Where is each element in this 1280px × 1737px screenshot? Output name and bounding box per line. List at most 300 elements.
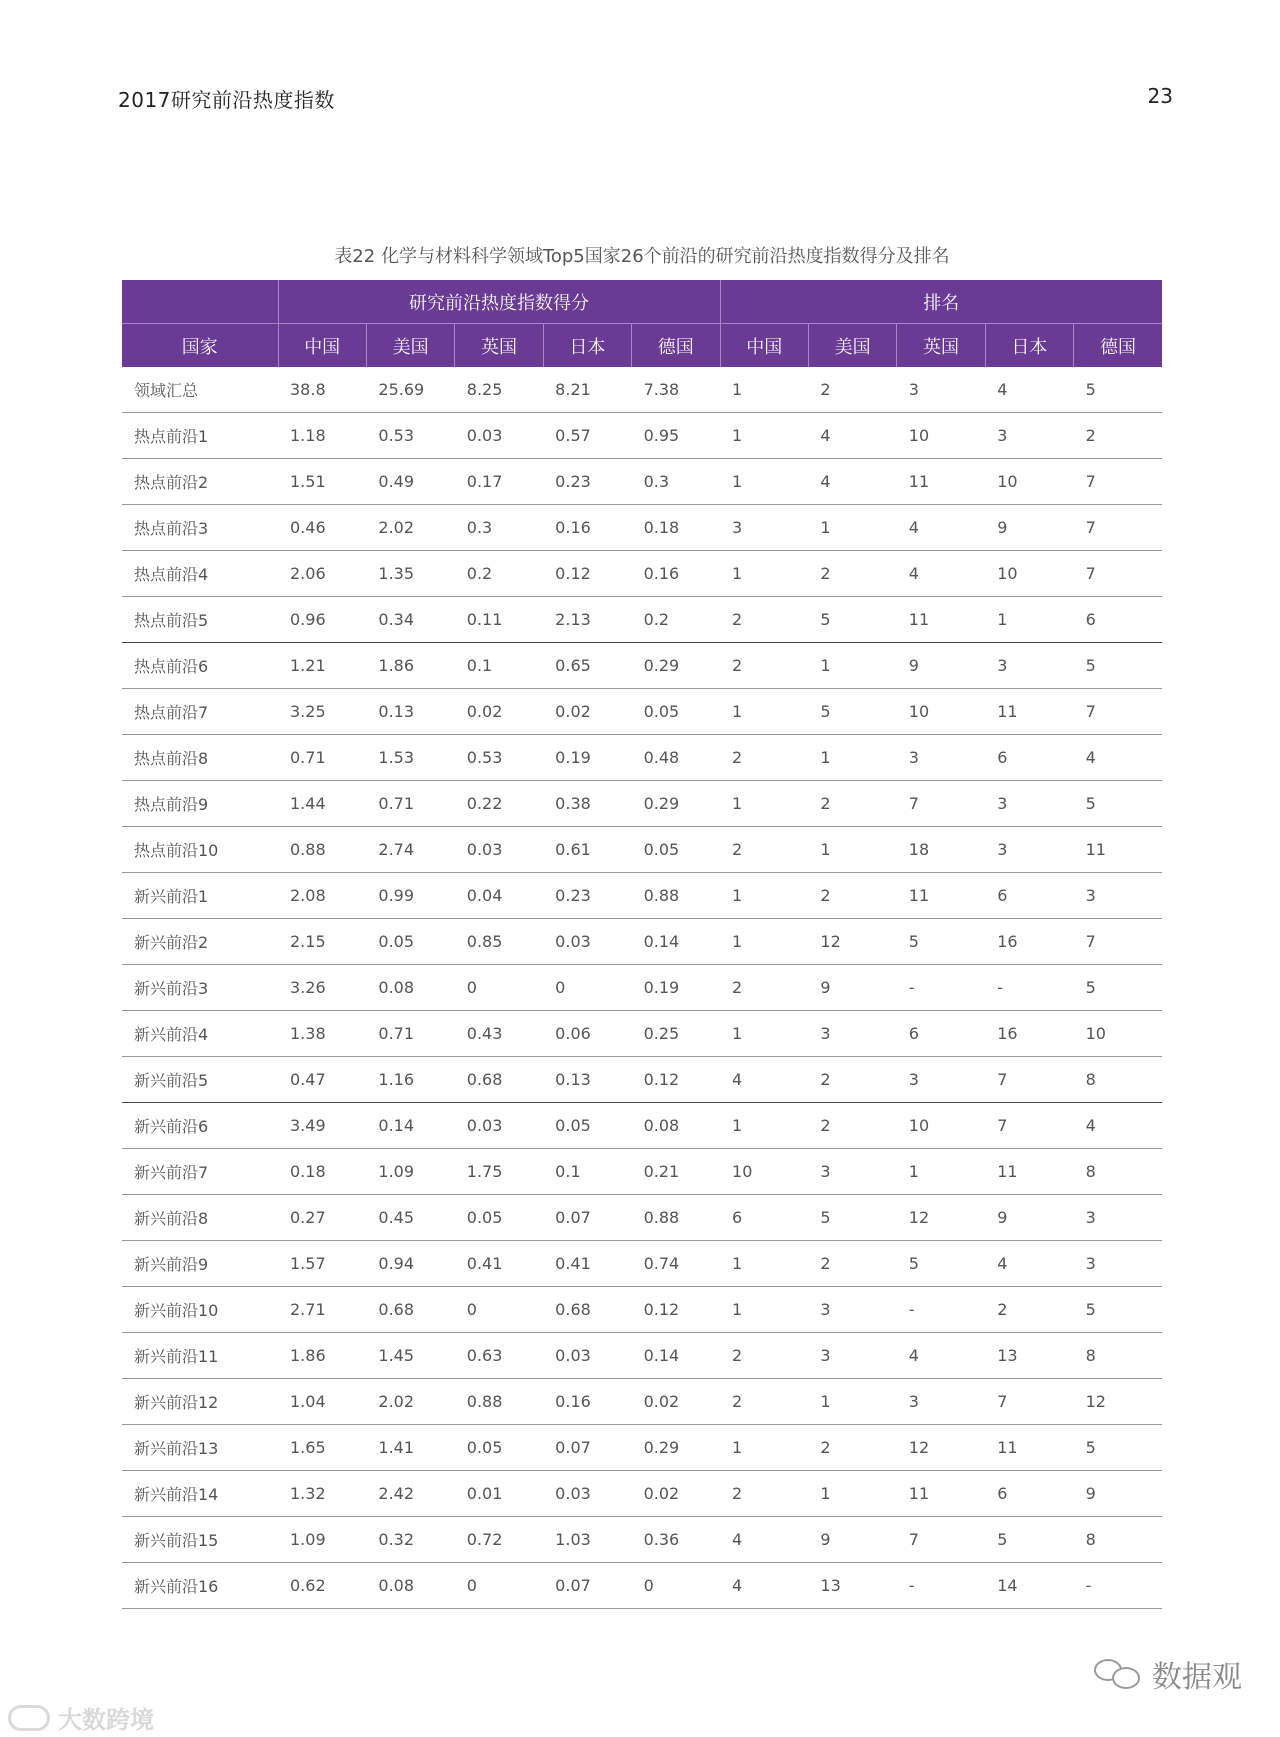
score-cell: 0.02 <box>632 1379 720 1425</box>
rank-cell: 12 <box>897 1425 985 1471</box>
rank-cell: 9 <box>897 643 985 689</box>
score-cell: 0.14 <box>366 1103 454 1149</box>
score-cell: 0.07 <box>543 1425 631 1471</box>
rank-cell: 4 <box>720 1057 808 1103</box>
rank-cell: 2 <box>808 1425 896 1471</box>
table-row <box>122 597 1162 643</box>
table-head <box>122 280 1162 367</box>
rank-cell: 1 <box>897 1149 985 1195</box>
table-row <box>122 781 1162 827</box>
rank-col-header: 日本 <box>985 324 1073 368</box>
table-body <box>122 367 1162 1609</box>
score-cell: 0.01 <box>455 1471 543 1517</box>
rank-cell: 1 <box>720 367 808 413</box>
score-cell: 0.05 <box>632 689 720 735</box>
row-label: 热点前沿2 <box>122 459 278 505</box>
score-cell: 0.03 <box>455 413 543 459</box>
score-cell: 0.12 <box>543 551 631 597</box>
row-label: 领域汇总 <box>122 367 278 413</box>
rank-cell: 1 <box>808 505 896 551</box>
score-cell: 0.05 <box>543 1103 631 1149</box>
rank-cell: 10 <box>1074 1011 1162 1057</box>
score-cell: 1.44 <box>278 781 366 827</box>
score-cell: 0.45 <box>366 1195 454 1241</box>
rank-cell: 5 <box>808 1195 896 1241</box>
rank-cell: 4 <box>720 1517 808 1563</box>
rank-cell: 11 <box>1074 827 1162 873</box>
rank-cell: 1 <box>808 1471 896 1517</box>
score-cell: 25.69 <box>366 367 454 413</box>
rank-cell: 6 <box>985 1471 1073 1517</box>
rank-cell: 1 <box>808 827 896 873</box>
table-row <box>122 1149 1162 1195</box>
score-cell: 0 <box>455 1563 543 1609</box>
page-number: 23 <box>1147 84 1173 108</box>
rank-cell: 1 <box>720 873 808 919</box>
score-cell: 0.72 <box>455 1517 543 1563</box>
rank-cell: 4 <box>808 459 896 505</box>
score-cell: 0.12 <box>632 1287 720 1333</box>
score-cell: 2.15 <box>278 919 366 965</box>
score-cell: 2.42 <box>366 1471 454 1517</box>
score-cell: 3.49 <box>278 1103 366 1149</box>
score-cell: 0.74 <box>632 1241 720 1287</box>
table-row <box>122 643 1162 689</box>
row-label: 新兴前沿8 <box>122 1195 278 1241</box>
score-cell: 0.03 <box>455 827 543 873</box>
score-cell: 0.16 <box>543 505 631 551</box>
score-cell: 0.71 <box>366 781 454 827</box>
score-cell: 0.34 <box>366 597 454 643</box>
rank-cell: 1 <box>720 919 808 965</box>
score-cell: 0.53 <box>366 413 454 459</box>
rank-cell: 4 <box>985 1241 1073 1287</box>
page-header-title: 2017研究前沿热度指数 <box>118 88 335 112</box>
rank-cell: 6 <box>1074 597 1162 643</box>
score-cell: 0.13 <box>366 689 454 735</box>
rank-cell: 5 <box>1074 367 1162 413</box>
rank-cell: 2 <box>720 1333 808 1379</box>
rank-cell: - <box>1074 1563 1162 1609</box>
score-cell: 2.13 <box>543 597 631 643</box>
row-label: 热点前沿5 <box>122 597 278 643</box>
rank-cell: 1 <box>808 1379 896 1425</box>
score-col-header: 英国 <box>455 324 543 368</box>
score-cell: 0.53 <box>455 735 543 781</box>
rank-cell: 2 <box>808 1057 896 1103</box>
rank-cell: 1 <box>720 689 808 735</box>
score-cell: 2.74 <box>366 827 454 873</box>
watermark-right-text: 数据观 <box>1152 1660 1242 1695</box>
score-cell: 1.38 <box>278 1011 366 1057</box>
score-cell: 0.17 <box>455 459 543 505</box>
rank-cell: 1 <box>720 459 808 505</box>
rank-cell: 11 <box>897 873 985 919</box>
rank-cell: 11 <box>985 689 1073 735</box>
table-row <box>122 1195 1162 1241</box>
rank-cell: 1 <box>720 1103 808 1149</box>
rank-cell: 2 <box>720 735 808 781</box>
rank-cell: 12 <box>897 1195 985 1241</box>
rank-cell: 11 <box>897 1471 985 1517</box>
score-cell: 0.06 <box>543 1011 631 1057</box>
score-cell: 1.09 <box>278 1517 366 1563</box>
table-row <box>122 367 1162 413</box>
rank-cell: 3 <box>985 643 1073 689</box>
score-col-header: 日本 <box>543 324 631 368</box>
table-row <box>122 1011 1162 1057</box>
table-row <box>122 689 1162 735</box>
score-cell: 0.14 <box>632 919 720 965</box>
score-cell: 0.21 <box>632 1149 720 1195</box>
rank-cell: 4 <box>897 1333 985 1379</box>
score-cell: 0 <box>455 965 543 1011</box>
table-row <box>122 1241 1162 1287</box>
rank-cell: 5 <box>1074 643 1162 689</box>
row-label: 热点前沿6 <box>122 643 278 689</box>
rank-cell: - <box>897 1287 985 1333</box>
score-cell: 0.29 <box>632 781 720 827</box>
score-cell: 0.02 <box>543 689 631 735</box>
rank-cell: 1 <box>985 597 1073 643</box>
table-row <box>122 1425 1162 1471</box>
rank-cell: 3 <box>808 1011 896 1057</box>
row-label: 新兴前沿2 <box>122 919 278 965</box>
score-cell: 0.11 <box>455 597 543 643</box>
rank-cell: 1 <box>720 1241 808 1287</box>
rank-cell: 3 <box>808 1149 896 1195</box>
score-group-header: 研究前沿热度指数得分 <box>278 280 720 324</box>
score-cell: 0.2 <box>632 597 720 643</box>
rank-cell: 7 <box>985 1057 1073 1103</box>
score-cell: 0.08 <box>366 965 454 1011</box>
table-row <box>122 1103 1162 1149</box>
score-cell: 0.2 <box>455 551 543 597</box>
score-cell: 0.36 <box>632 1517 720 1563</box>
score-cell: 1.41 <box>366 1425 454 1471</box>
score-cell: 0.23 <box>543 459 631 505</box>
score-cell: 0.71 <box>366 1011 454 1057</box>
score-cell: 0.32 <box>366 1517 454 1563</box>
rank-cell: 3 <box>808 1287 896 1333</box>
rank-cell: 5 <box>1074 781 1162 827</box>
rank-cell: 10 <box>897 689 985 735</box>
score-cell: 0.03 <box>543 1471 631 1517</box>
rank-cell: 1 <box>720 781 808 827</box>
row-label: 新兴前沿11 <box>122 1333 278 1379</box>
rank-cell: 5 <box>1074 1287 1162 1333</box>
score-cell: 0.05 <box>455 1195 543 1241</box>
score-cell: 0.95 <box>632 413 720 459</box>
rank-cell: 12 <box>808 919 896 965</box>
score-cell: 1.53 <box>366 735 454 781</box>
rank-cell: 3 <box>897 1379 985 1425</box>
table-row <box>122 1057 1162 1103</box>
score-cell: 0.88 <box>455 1379 543 1425</box>
score-cell: 3.26 <box>278 965 366 1011</box>
score-cell: 0 <box>632 1563 720 1609</box>
rank-cell: 7 <box>1074 689 1162 735</box>
rank-cell: 9 <box>985 1195 1073 1241</box>
brand-logo-icon <box>8 1705 50 1731</box>
score-cell: 0.68 <box>543 1287 631 1333</box>
score-cell: 0.38 <box>543 781 631 827</box>
rank-cell: 6 <box>720 1195 808 1241</box>
score-cell: 0.65 <box>543 643 631 689</box>
row-label: 新兴前沿7 <box>122 1149 278 1195</box>
rank-cell: 3 <box>1074 1241 1162 1287</box>
rank-cell: 2 <box>808 551 896 597</box>
row-label: 新兴前沿1 <box>122 873 278 919</box>
score-cell: 1.16 <box>366 1057 454 1103</box>
score-cell: 0.61 <box>543 827 631 873</box>
table-row <box>122 1333 1162 1379</box>
rank-cell: 3 <box>1074 1195 1162 1241</box>
score-cell: 0.02 <box>455 689 543 735</box>
rank-cell: 11 <box>985 1149 1073 1195</box>
score-col-header: 美国 <box>366 324 454 368</box>
table-row <box>122 827 1162 873</box>
score-cell: 0.19 <box>543 735 631 781</box>
score-cell: 0.18 <box>278 1149 366 1195</box>
rank-cell: 10 <box>897 1103 985 1149</box>
watermark-right <box>1094 1652 1242 1696</box>
rank-cell: 4 <box>1074 1103 1162 1149</box>
score-cell: 1.75 <box>455 1149 543 1195</box>
score-cell: 1.03 <box>543 1517 631 1563</box>
rank-cell: 5 <box>897 1241 985 1287</box>
rank-cell: 5 <box>808 689 896 735</box>
rank-cell: 3 <box>897 1057 985 1103</box>
rank-cell: 8 <box>1074 1517 1162 1563</box>
score-cell: 1.32 <box>278 1471 366 1517</box>
rank-cell: 2 <box>720 827 808 873</box>
rank-cell: 4 <box>897 551 985 597</box>
score-cell: 0.96 <box>278 597 366 643</box>
rank-cell: 4 <box>720 1563 808 1609</box>
rank-cell: 7 <box>897 781 985 827</box>
score-cell: 0.22 <box>455 781 543 827</box>
score-cell: 0.68 <box>455 1057 543 1103</box>
row-label: 新兴前沿12 <box>122 1379 278 1425</box>
score-cell: 1.35 <box>366 551 454 597</box>
rank-cell: 3 <box>897 367 985 413</box>
rank-cell: 3 <box>985 781 1073 827</box>
score-cell: 0.07 <box>543 1563 631 1609</box>
rank-cell: 7 <box>897 1517 985 1563</box>
score-cell: 0.1 <box>543 1149 631 1195</box>
score-col-header: 德国 <box>632 324 720 368</box>
rank-cell: 2 <box>808 1103 896 1149</box>
score-cell: 0 <box>455 1287 543 1333</box>
rank-cell: 6 <box>897 1011 985 1057</box>
score-cell: 0.41 <box>455 1241 543 1287</box>
rank-cell: 10 <box>985 551 1073 597</box>
rank-cell: 2 <box>720 643 808 689</box>
rank-cell: 11 <box>897 459 985 505</box>
rank-cell: 9 <box>808 965 896 1011</box>
score-cell: 2.71 <box>278 1287 366 1333</box>
table-row <box>122 873 1162 919</box>
rank-cell: 6 <box>985 873 1073 919</box>
rank-cell: 3 <box>897 735 985 781</box>
score-cell: 0.88 <box>278 827 366 873</box>
rank-cell: 14 <box>985 1563 1073 1609</box>
score-cell: 0.3 <box>632 459 720 505</box>
score-cell: 0.48 <box>632 735 720 781</box>
row-label: 热点前沿7 <box>122 689 278 735</box>
rank-cell: 8 <box>1074 1057 1162 1103</box>
score-cell: 0.41 <box>543 1241 631 1287</box>
score-cell: 0.03 <box>543 1333 631 1379</box>
row-label: 新兴前沿4 <box>122 1011 278 1057</box>
rank-cell: 18 <box>897 827 985 873</box>
rank-cell: 13 <box>985 1333 1073 1379</box>
rank-cell: 3 <box>808 1333 896 1379</box>
row-label: 热点前沿1 <box>122 413 278 459</box>
row-label: 新兴前沿13 <box>122 1425 278 1471</box>
column-header-row <box>122 324 1162 368</box>
rank-cell: - <box>897 965 985 1011</box>
score-cell: 0 <box>543 965 631 1011</box>
score-cell: 0.57 <box>543 413 631 459</box>
rank-cell: 1 <box>720 413 808 459</box>
score-cell: 0.05 <box>632 827 720 873</box>
rank-cell: 2 <box>808 367 896 413</box>
row-label: 热点前沿10 <box>122 827 278 873</box>
score-cell: 0.1 <box>455 643 543 689</box>
score-cell: 2.06 <box>278 551 366 597</box>
score-cell: 0.68 <box>366 1287 454 1333</box>
row-label: 热点前沿9 <box>122 781 278 827</box>
rank-cell: 1 <box>720 1425 808 1471</box>
rank-cell: 3 <box>1074 873 1162 919</box>
score-cell: 0.29 <box>632 1425 720 1471</box>
rank-cell: 1 <box>720 1011 808 1057</box>
score-cell: 2.02 <box>366 505 454 551</box>
rank-col-header: 英国 <box>897 324 985 368</box>
score-cell: 1.18 <box>278 413 366 459</box>
table-row <box>122 1379 1162 1425</box>
score-cell: 0.16 <box>543 1379 631 1425</box>
score-cell: 0.94 <box>366 1241 454 1287</box>
data-table <box>122 280 1162 1609</box>
country-header: 国家 <box>122 324 278 368</box>
rank-cell: 8 <box>1074 1149 1162 1195</box>
score-cell: 0.27 <box>278 1195 366 1241</box>
rank-cell: 1 <box>808 643 896 689</box>
row-label: 新兴前沿15 <box>122 1517 278 1563</box>
score-cell: 0.3 <box>455 505 543 551</box>
table-row <box>122 413 1162 459</box>
rank-cell: 6 <box>985 735 1073 781</box>
table-row <box>122 505 1162 551</box>
rank-cell: 3 <box>720 505 808 551</box>
rank-cell: 2 <box>1074 413 1162 459</box>
score-cell: 8.25 <box>455 367 543 413</box>
score-cell: 0.43 <box>455 1011 543 1057</box>
watermark-left <box>8 1700 154 1735</box>
rank-cell: 7 <box>1074 459 1162 505</box>
table-caption: 表22 化学与材料科学领域Top5国家26个前沿的研究前沿热度指数得分及排名 <box>334 246 950 267</box>
rank-cell: 11 <box>897 597 985 643</box>
rank-cell: 9 <box>985 505 1073 551</box>
rank-cell: 1 <box>808 735 896 781</box>
score-cell: 1.04 <box>278 1379 366 1425</box>
score-cell: 0.62 <box>278 1563 366 1609</box>
row-label: 新兴前沿6 <box>122 1103 278 1149</box>
score-cell: 0.25 <box>632 1011 720 1057</box>
row-label: 新兴前沿3 <box>122 965 278 1011</box>
rank-cell: 7 <box>985 1103 1073 1149</box>
rank-cell: 4 <box>985 367 1073 413</box>
rank-cell: 2 <box>720 597 808 643</box>
score-cell: 0.08 <box>366 1563 454 1609</box>
score-cell: 7.38 <box>632 367 720 413</box>
score-cell: 2.08 <box>278 873 366 919</box>
score-cell: 0.16 <box>632 551 720 597</box>
rank-cell: 2 <box>808 781 896 827</box>
score-cell: 0.14 <box>632 1333 720 1379</box>
rank-cell: 5 <box>808 597 896 643</box>
rank-cell: 10 <box>985 459 1073 505</box>
table-row <box>122 1563 1162 1609</box>
row-label: 热点前沿4 <box>122 551 278 597</box>
rank-cell: 13 <box>808 1563 896 1609</box>
rank-cell: 9 <box>808 1517 896 1563</box>
rank-cell: 2 <box>720 1379 808 1425</box>
rank-cell: 7 <box>1074 551 1162 597</box>
score-cell: 0.47 <box>278 1057 366 1103</box>
rank-cell: 2 <box>985 1287 1073 1333</box>
rank-cell: 7 <box>1074 919 1162 965</box>
rank-cell: 10 <box>720 1149 808 1195</box>
score-cell: 1.65 <box>278 1425 366 1471</box>
score-cell: 0.71 <box>278 735 366 781</box>
score-cell: 0.08 <box>632 1103 720 1149</box>
score-cell: 0.63 <box>455 1333 543 1379</box>
rank-cell: 12 <box>1074 1379 1162 1425</box>
score-cell: 1.51 <box>278 459 366 505</box>
score-cell: 0.49 <box>366 459 454 505</box>
score-cell: 0.07 <box>543 1195 631 1241</box>
score-cell: 0.88 <box>632 1195 720 1241</box>
table-row <box>122 1287 1162 1333</box>
table-row <box>122 1517 1162 1563</box>
score-cell: 0.85 <box>455 919 543 965</box>
row-label: 新兴前沿9 <box>122 1241 278 1287</box>
rank-cell: 5 <box>897 919 985 965</box>
watermark-left-text: 大数跨境 <box>58 1706 154 1734</box>
score-cell: 0.05 <box>455 1425 543 1471</box>
rank-cell: 2 <box>720 1471 808 1517</box>
rank-cell: 3 <box>985 413 1073 459</box>
table-row <box>122 1471 1162 1517</box>
group-header-row <box>122 280 1162 324</box>
rank-cell: 16 <box>985 1011 1073 1057</box>
rank-group-header: 排名 <box>720 280 1162 324</box>
score-cell: 1.57 <box>278 1241 366 1287</box>
table-row <box>122 919 1162 965</box>
rank-cell: 4 <box>1074 735 1162 781</box>
row-label: 新兴前沿10 <box>122 1287 278 1333</box>
score-cell: 0.03 <box>455 1103 543 1149</box>
score-cell: 0.88 <box>632 873 720 919</box>
score-cell: 8.21 <box>543 367 631 413</box>
rank-cell: 2 <box>720 965 808 1011</box>
score-cell: 0.19 <box>632 965 720 1011</box>
score-cell: 1.21 <box>278 643 366 689</box>
